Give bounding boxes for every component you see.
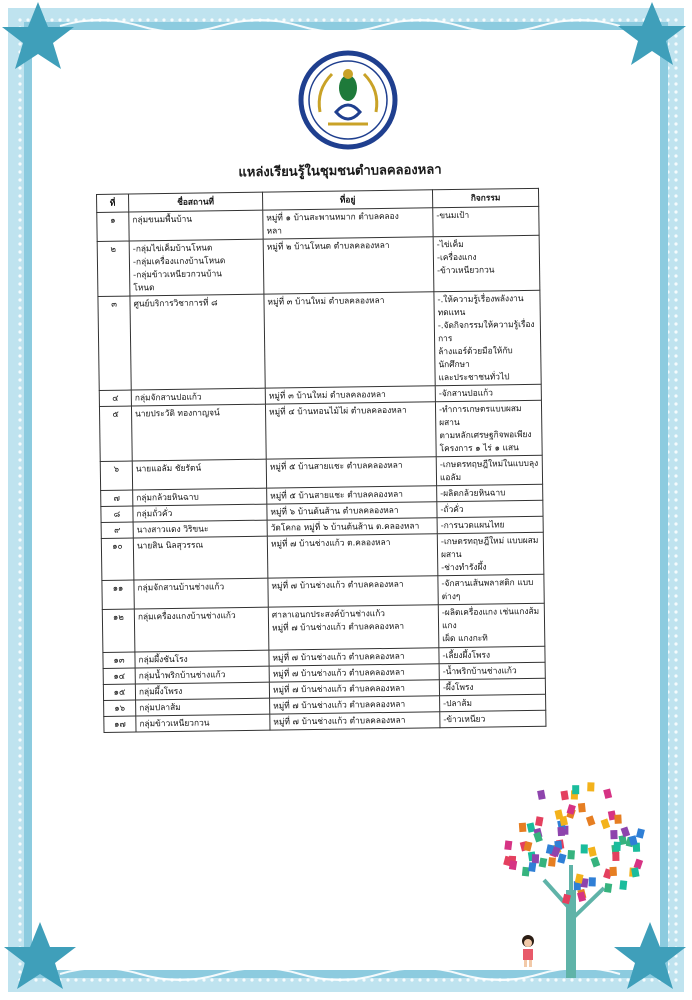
- book-leaf-icon: [537, 790, 546, 800]
- row-number: ๘: [101, 506, 133, 522]
- row-address-line: หมู่ที่ ๗ บ้านช่างแก้ว ตำบลคลองหลา: [272, 682, 406, 695]
- row-name: [134, 608, 269, 652]
- row-name: [136, 698, 270, 716]
- row-address-line: หมู่ที่ ๓ บ้านใหม่ ตำบลคลองหลา: [268, 389, 386, 401]
- row-address: [265, 402, 436, 459]
- learning-sources-table-wrap: [96, 188, 545, 733]
- row-activity: [437, 517, 543, 534]
- book-leaf-icon: [591, 857, 601, 868]
- row-address-line: หมู่ที่ ๗ บ้านช่างแก้ว ตำบลคลองหลา: [272, 666, 405, 679]
- book-leaf-icon: [586, 815, 596, 826]
- row-number: ๑: [97, 212, 129, 241]
- row-name: [133, 537, 268, 581]
- row-name: [133, 504, 267, 522]
- header-activity: กิจกรรม: [432, 188, 538, 207]
- book-leaf-icon: [613, 842, 620, 851]
- book-leaf-icon: [509, 860, 517, 870]
- table-row: [99, 401, 542, 462]
- row-number: ๗: [101, 490, 133, 506]
- row-activity: [433, 235, 540, 292]
- row-address-line: หมู่ที่ ๗ บ้านช่างแก้ว ตำบลคลองหลา: [272, 650, 405, 663]
- learning-sources-table: [96, 188, 546, 733]
- row-address-line: หมู่ที่ ๕ บ้านสายแชะ ตำบลคลองหลา: [269, 460, 403, 472]
- row-address: [263, 208, 433, 239]
- book-leaf-icon: [619, 880, 627, 890]
- row-address: [266, 457, 436, 488]
- row-name-line: กลุ่มเครื่องแกงบ้านช่างแก้ว: [137, 610, 236, 622]
- row-name: [131, 404, 266, 461]
- book-leaf-icon: [548, 857, 556, 867]
- row-name: [131, 388, 265, 406]
- row-number: ๓: [98, 296, 131, 391]
- row-activity-line: -เลี้ยงผึ้งโพรง: [442, 649, 491, 660]
- row-name-line: ศูนย์บริการวิชาการที่ ๘: [133, 297, 218, 309]
- book-leaf-icon: [612, 852, 619, 861]
- row-address-line: หมู่ที่ ๗ บ้านช่างแก้ว ตำบลคลองหลา: [272, 621, 405, 634]
- row-name-line: กลุ่มขนมพื้นบ้าน: [132, 213, 193, 225]
- row-name-line: นายสิน นิลสุวรรณ: [136, 539, 204, 551]
- row-activity-line: -จักสานปอแก้ว: [438, 387, 493, 399]
- row-address: [268, 576, 438, 607]
- row-activity: [439, 678, 545, 695]
- book-leaf-icon: [535, 816, 543, 826]
- book-leaf-icon: [578, 803, 586, 813]
- row-address-line: หมู่ที่ ๖ บ้านต้นส้าน ตำบลคลองหลา: [270, 505, 399, 517]
- book-leaf-icon: [557, 853, 566, 864]
- row-address-line: หมู่ที่ ๗ บ้านช่างแก้ว ตำบลคลองหลา: [273, 698, 406, 711]
- row-activity: [437, 501, 543, 518]
- book-leaf-icon: [589, 877, 596, 886]
- book-leaf-icon: [519, 823, 527, 832]
- row-activity: [440, 710, 546, 727]
- header-name: ชื่อสถานที่: [129, 192, 263, 212]
- row-name: [132, 459, 266, 490]
- row-activity: [433, 206, 539, 237]
- row-name: [133, 488, 267, 506]
- book-leaf-icon: [528, 862, 536, 872]
- row-address: [268, 605, 439, 649]
- row-activity-line: -ช่างทำรังผึ้ง: [441, 561, 487, 573]
- row-activity-line: ล้างแอร์ด้วยมือให้กับนักศึกษา: [438, 345, 513, 370]
- row-activity: [439, 662, 545, 679]
- row-activity-line: -.ให้ความรู้เรื่องพลังงานทดแทน: [437, 293, 524, 318]
- book-leaf-icon: [636, 828, 645, 838]
- row-number: ๙: [101, 522, 133, 538]
- table-row: [101, 533, 544, 581]
- book-leaf-icon: [504, 840, 512, 850]
- row-name-line: นายประวัติ ทองกาญจน์: [135, 407, 220, 419]
- row-name: [129, 210, 263, 241]
- row-number: ๑๕: [103, 684, 135, 700]
- seal-logo-icon: [298, 50, 398, 150]
- row-address: [267, 534, 438, 578]
- row-activity-line: -การนวดแผนไทย: [440, 519, 505, 531]
- row-name: [129, 239, 264, 296]
- row-address: [263, 237, 434, 294]
- child-figure-icon: [518, 934, 538, 968]
- book-leaf-icon: [557, 827, 565, 836]
- row-name-line: กลุ่มข้าวเหนียวกวน: [139, 717, 210, 729]
- row-name-line: กลุ่มปลาส้ม: [139, 701, 181, 712]
- document-title: แหล่งเรียนรู้ในชุมชนตำบลคลองหลา: [238, 162, 442, 181]
- row-activity: [438, 604, 545, 648]
- row-address: [264, 292, 435, 388]
- row-number: ๕: [99, 406, 132, 462]
- row-address-line: หมู่ที่ ๗ บ้านช่างแก้ว ต.คลองหลา: [270, 537, 391, 549]
- book-leaf-icon: [581, 844, 588, 853]
- row-address-line: หมู่ที่ ๗ บ้านช่างแก้ว ตำบลคลองหลา: [273, 714, 406, 727]
- row-name-line: กลุ่มน้ำพริกบ้านช่างแก้ว: [138, 668, 226, 680]
- row-activity-line: -น้ำพริกบ้านช่างแก้ว: [442, 664, 517, 676]
- book-leaf-icon: [634, 859, 644, 870]
- book-leaf-icon: [604, 883, 612, 893]
- table-row: [97, 235, 540, 296]
- row-activity-line: แอลัม: [439, 472, 462, 483]
- row-activity-line: -ทำการเกษตรแบบผสมผสาน: [438, 403, 522, 428]
- row-name: [134, 579, 268, 610]
- row-name-line: -กลุ่มข้าวเหนียวกวนบ้าน: [133, 268, 223, 280]
- row-number: ๑๐: [101, 538, 134, 580]
- header-no: ที่: [97, 194, 129, 212]
- row-name-line: กลุ่มจักสานบ้านช่างแก้ว: [137, 581, 225, 593]
- row-address-line: หมู่ที่ ๔ บ้านทอนไม้ไผ่ ตำบลคลองหลา: [268, 404, 407, 417]
- row-activity-line: -เกษตรทฤษฎีใหม่ในแบบลุง: [439, 458, 539, 470]
- row-activity: [436, 456, 542, 487]
- row-name: [133, 521, 267, 539]
- row-number: ๒: [97, 241, 130, 297]
- row-address-line: หมู่ที่ ๓ บ้านใหม่ ตำบลคลองหลา: [267, 295, 385, 307]
- book-leaf-icon: [567, 850, 575, 859]
- book-leaf-icon: [588, 847, 597, 857]
- row-name-line: นางสาวแดง วิริขนะ: [136, 523, 209, 535]
- row-number: ๑๓: [103, 652, 135, 668]
- row-address: [270, 711, 440, 729]
- row-name: [135, 682, 269, 700]
- book-leaf-icon: [614, 815, 621, 824]
- header-address: ที่อยู่: [262, 190, 432, 210]
- row-number: ๑๖: [104, 700, 136, 716]
- row-activity-line: -เครื่องแกง: [436, 251, 477, 263]
- row-activity-line: -ผลิตกล้วยหินฉาบ: [440, 487, 506, 499]
- table-row: [102, 604, 545, 652]
- row-activity-line: เผ็ด แกงกะทิ: [442, 633, 488, 644]
- table-body: [97, 206, 546, 732]
- row-name-line: โหนด: [133, 282, 155, 293]
- row-address-line: หลา: [266, 225, 282, 236]
- row-activity: [435, 401, 542, 458]
- row-activity-line: -.จัดกิจกรรมให้ความรู้เรื่องการ: [437, 319, 535, 344]
- row-name: [135, 650, 269, 668]
- row-name-line: -กลุ่มไข่เค็มบ้านโหนด: [132, 242, 213, 254]
- row-address-line: หมู่ที่ ๗ บ้านช่างแก้ว ตำบลคลองหลา: [271, 579, 404, 592]
- row-activity: [438, 575, 544, 606]
- row-name-line: กลุ่มผึ้งชันโรง: [138, 653, 188, 664]
- row-activity-line: -ผลิตเครื่องแกง เช่นแกงส้ม แกง: [441, 606, 540, 631]
- book-leaf-icon: [587, 782, 594, 791]
- row-activity-line: -ข้าวเหนียว: [443, 713, 486, 724]
- row-address-line: หมู่ที่ ๕ บ้านสายแชะ ตำบลคลองหลา: [270, 489, 404, 501]
- row-activity: [434, 290, 541, 386]
- row-activity-line: -ขนมเป้า: [436, 209, 470, 221]
- row-name: [130, 294, 265, 390]
- row-address-line: ศาลาเอนกประสงค์บ้านช่างแก้ว: [271, 608, 386, 621]
- row-activity-line: โครงการ ๑ ไร่ ๑ แสน: [439, 442, 519, 454]
- row-number: ๑๒: [102, 609, 135, 651]
- row-name-line: กลุ่มกล้วยหินฉาบ: [136, 491, 199, 503]
- row-address-line: วัดโคกอ หมู่ที่ ๖ บ้านต้นส้าน ต.คลองหลา: [270, 520, 420, 533]
- row-activity-line: -ถั่วคั่ว: [440, 504, 464, 515]
- row-name-line: -กลุ่มเครื่องแกงบ้านโหนด: [132, 255, 226, 267]
- row-activity-line: ตามหลักเศรษฐกิจพอเพียง: [439, 429, 532, 441]
- book-leaf-icon: [610, 867, 617, 876]
- row-activity-line: -เกษตรทฤษฎีใหม่ แบบผสมผสาน: [440, 535, 539, 560]
- book-leaf-icon: [539, 858, 548, 868]
- table-row: [98, 290, 541, 390]
- book-leaf-icon: [603, 789, 612, 799]
- row-activity-line: -ข้าวเหนียวกวน: [437, 264, 495, 276]
- row-number: ๑๑: [102, 580, 134, 609]
- row-activity-line: และประชาชนทั่วไป: [438, 371, 510, 383]
- row-activity: [437, 533, 544, 577]
- row-activity-line: -ผึ้งโพรง: [442, 681, 474, 692]
- row-address-line: หมู่ที่ ๑ บ้านสะพานหมาก ตำบลคลอง: [266, 210, 399, 223]
- book-leaf-icon: [532, 854, 539, 863]
- row-number: ๖: [100, 461, 132, 490]
- row-number: ๑๔: [103, 668, 135, 684]
- row-name-line: กลุ่มถั่วคั่ว: [136, 508, 173, 519]
- row-address-line: หมู่ที่ ๒ บ้านโหนด ตำบลคลองหลา: [266, 239, 390, 252]
- book-leaf-icon: [561, 790, 569, 800]
- row-activity: [440, 694, 546, 711]
- book-leaf-icon: [601, 818, 611, 829]
- row-activity-line: -จักสานเส้นพลาสติก แบบต่างๆ: [441, 577, 534, 602]
- row-activity: [437, 485, 543, 502]
- row-name-line: กลุ่มผึ้งโพรง: [138, 685, 183, 696]
- row-name-line: นายแอลัม ชัยรัตน์: [135, 462, 202, 474]
- row-name: [135, 666, 269, 684]
- row-activity-line: -ไข่เค็ม: [436, 238, 464, 250]
- row-name-line: กลุ่มจักสานปอแก้ว: [134, 391, 202, 403]
- row-activity-line: -ปลาส้ม: [443, 697, 473, 708]
- row-activity: [435, 385, 541, 402]
- book-leaf-icon: [610, 830, 617, 839]
- row-number: ๑๗: [104, 716, 136, 732]
- row-activity: [439, 646, 545, 663]
- row-name: [136, 714, 270, 732]
- row-number: ๔: [99, 390, 131, 406]
- book-leaf-icon: [572, 785, 579, 794]
